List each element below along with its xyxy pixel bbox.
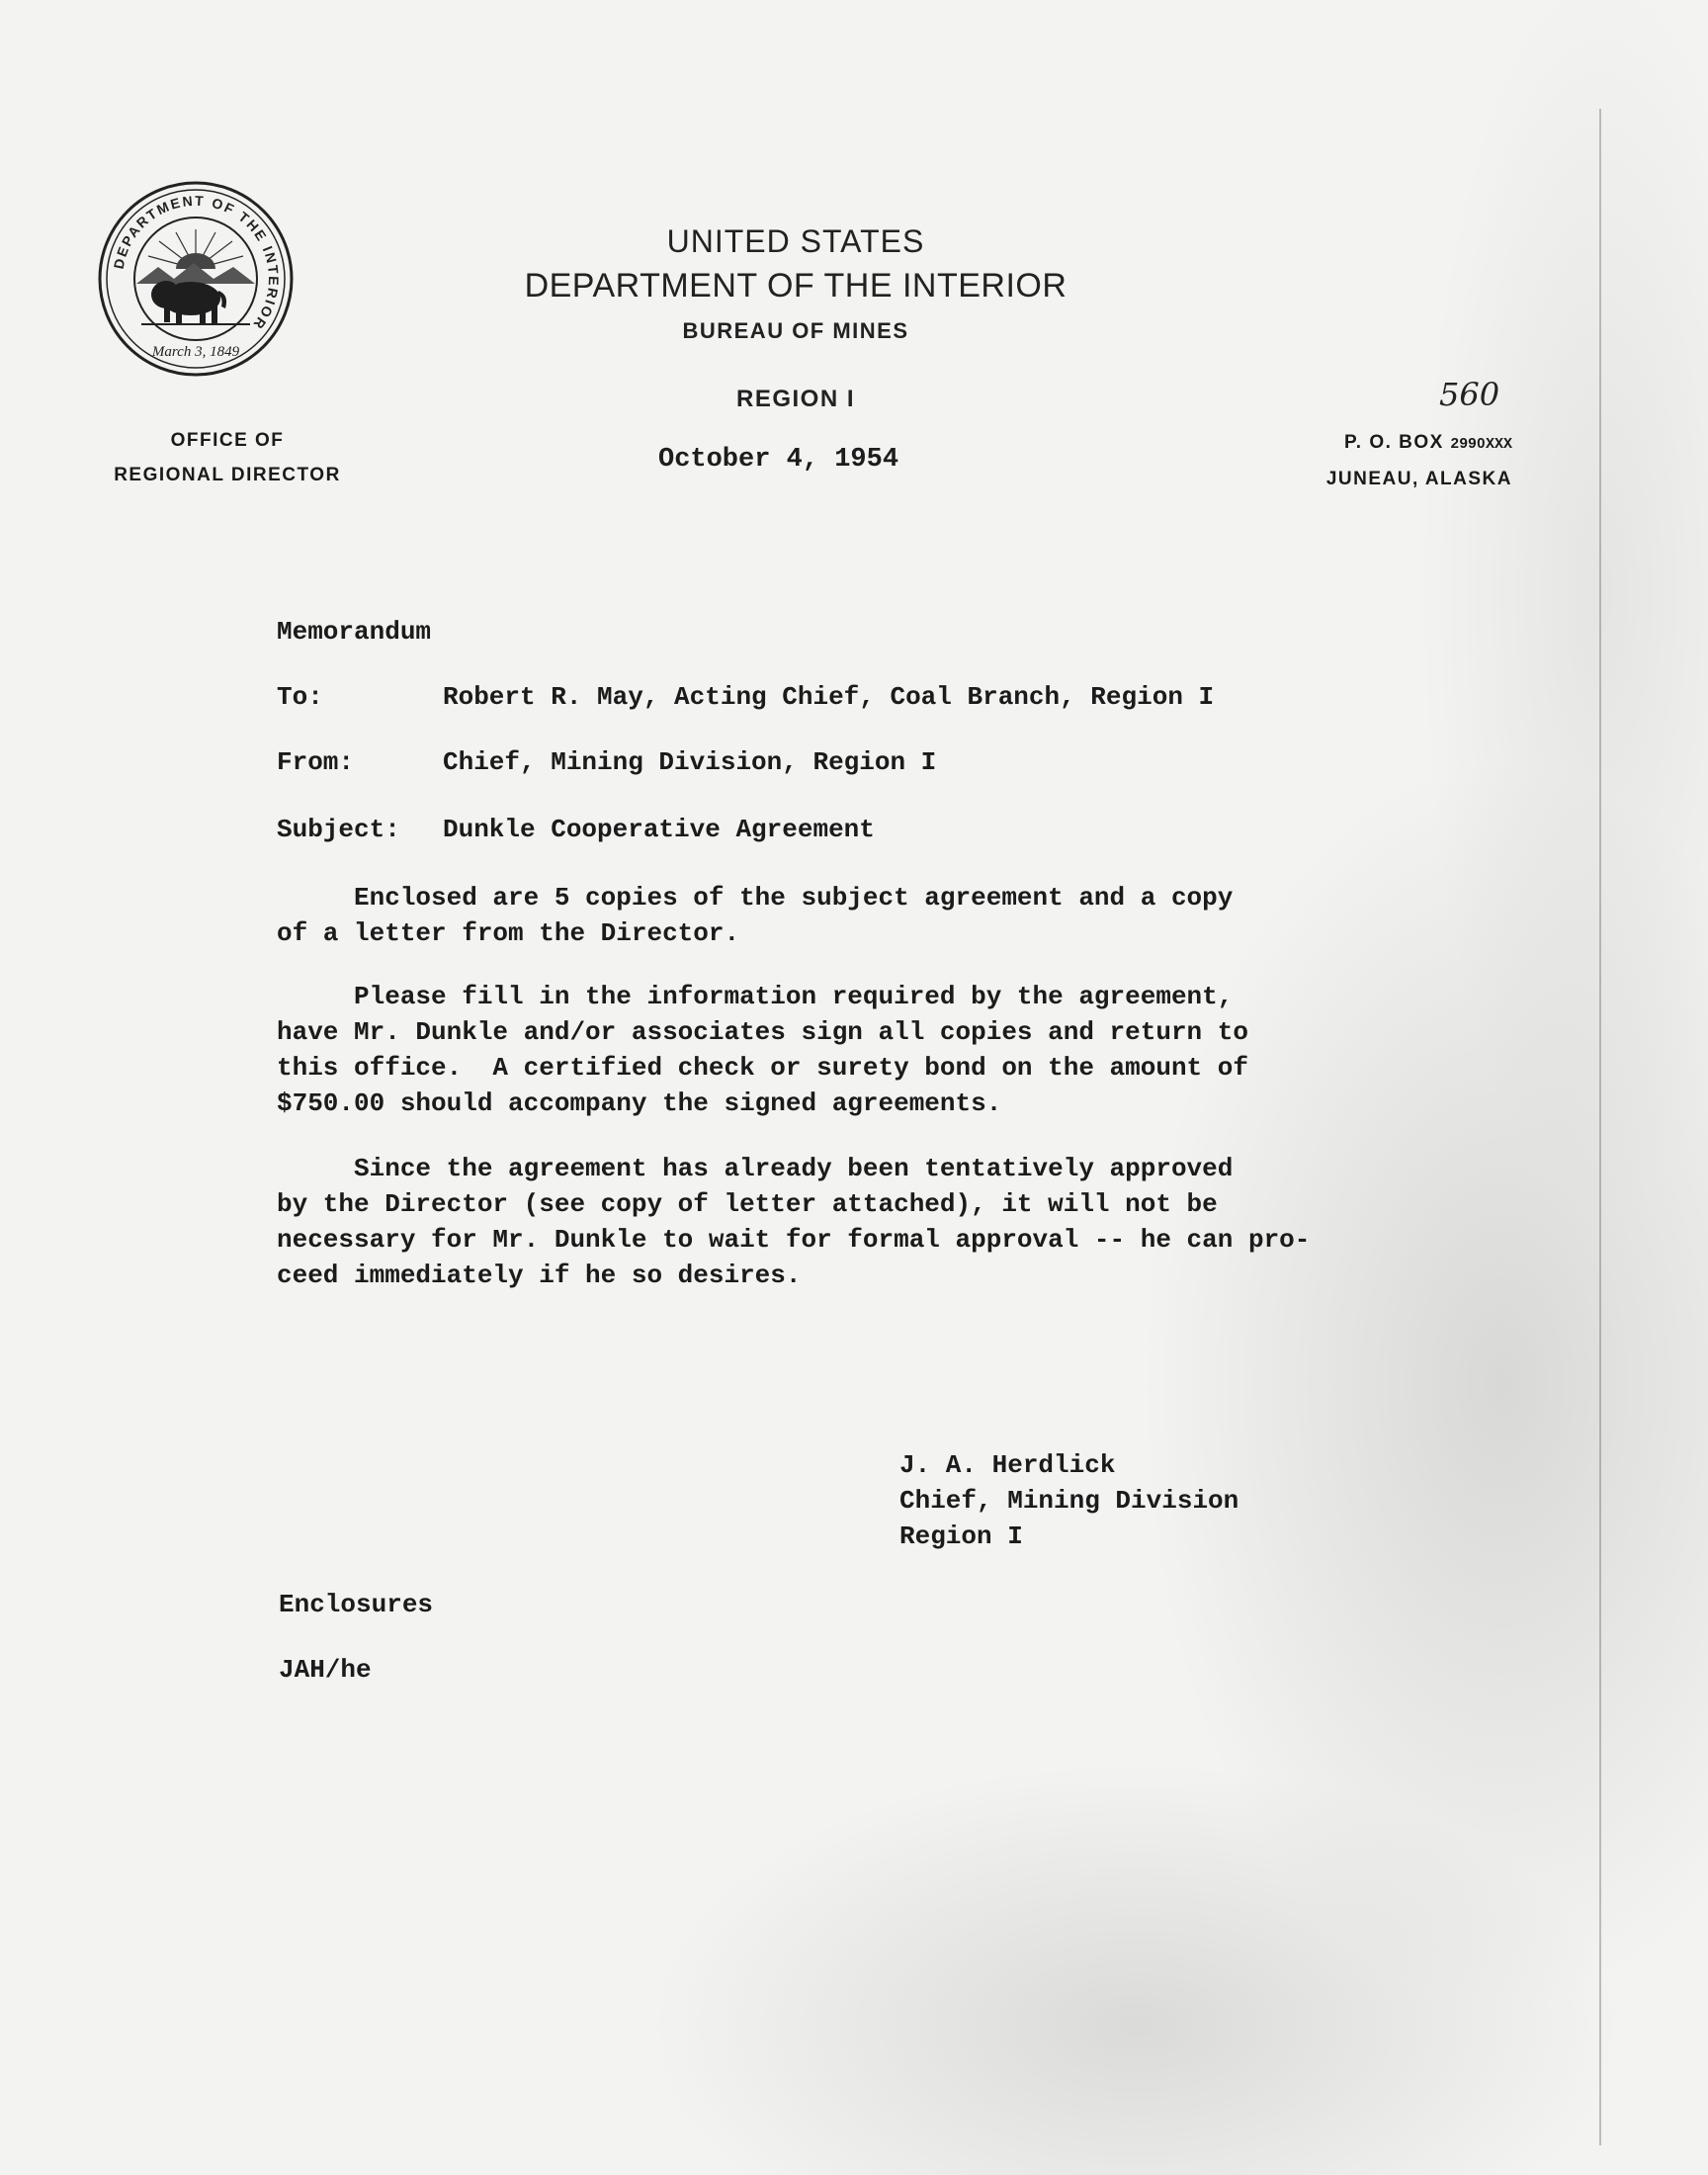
enclosures-note: Enclosures bbox=[279, 1590, 434, 1619]
header-bureau: BUREAU OF MINES bbox=[682, 318, 909, 343]
typist-initials: JAH/he bbox=[279, 1655, 372, 1685]
office-line-1: OFFICE OF bbox=[170, 430, 285, 451]
subject-value: Dunkle Cooperative Agreement bbox=[443, 815, 875, 844]
memo-heading: Memorandum bbox=[277, 617, 432, 647]
svg-text:March 3, 1849: March 3, 1849 bbox=[151, 344, 240, 360]
po-box-number: 2990 bbox=[1450, 435, 1486, 452]
handwritten-number: 560 bbox=[1439, 376, 1500, 413]
svg-text:DEPARTMENT OF THE INTERIOR: DEPARTMENT OF THE INTERIOR bbox=[110, 192, 283, 334]
page-edge-shadow bbox=[1599, 109, 1601, 2145]
from-value: Chief, Mining Division, Region I bbox=[443, 747, 937, 777]
subject-label: Subject: bbox=[277, 815, 400, 844]
header-united-states: UNITED STATES bbox=[666, 223, 925, 259]
mailing-address bbox=[1216, 425, 1512, 496]
header-department: DEPARTMENT OF THE INTERIOR bbox=[524, 267, 1068, 304]
city-line: JUNEAU, ALASKA bbox=[1325, 469, 1512, 489]
po-box-line bbox=[1216, 425, 1512, 462]
po-box-struck: XXX bbox=[1485, 436, 1512, 453]
memo-date: October 4, 1954 bbox=[658, 445, 899, 475]
to-value: Robert R. May, Acting Chief, Coal Branch, Region I bbox=[443, 682, 1215, 712]
to-label: To: bbox=[277, 682, 323, 712]
body-paragraph-1: Enclosed are 5 copies of the subject agreement and a copy of a letter from the Director. bbox=[277, 883, 1234, 948]
body-paragraph-3: Since the agreement has already been tentatively approved by the Director (see copy of letter attached), it will not be necessary for Mr. Dunkle to wait for formal approval -- he can pro- ceed immediately if he so desires. bbox=[277, 1154, 1311, 1290]
office-line-2: REGIONAL DIRECTOR bbox=[114, 465, 341, 485]
from-label: From: bbox=[277, 747, 355, 777]
department-seal bbox=[97, 180, 295, 378]
body-paragraph-2: Please fill in the information required by the agreement, have Mr. Dunkle and/or associates sign all copies and return to this office. A certified check or surety bond on the amount of $750.00 should accompany the signed agreements. bbox=[277, 982, 1248, 1118]
po-box-prefix: P. O. BOX bbox=[1344, 432, 1444, 453]
signature-block: J. A. Herdlick Chief, Mining Division Region I bbox=[899, 1450, 1239, 1551]
office-of-regional-director bbox=[79, 423, 376, 492]
header-region: REGION I bbox=[735, 386, 855, 412]
